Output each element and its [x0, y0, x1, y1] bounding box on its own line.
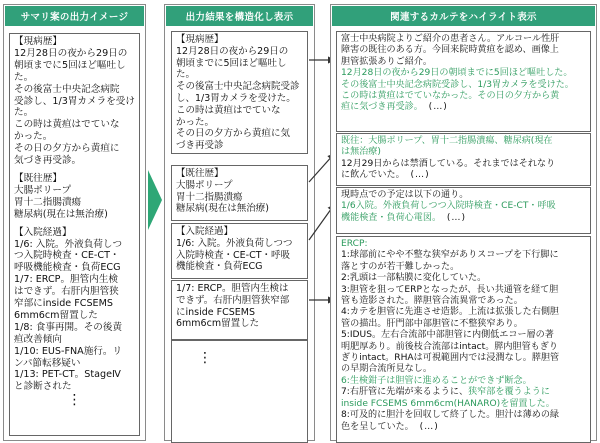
summary-course-line: 呼吸機能検査・負荷ECG — [14, 262, 121, 274]
chart-text-line: 落とすのが若干難しかった。 — [341, 261, 460, 272]
summary-course-line: と診断された — [14, 381, 72, 393]
structured-admission-line: 入院時検査・CE-CT・呼吸 — [176, 249, 291, 261]
summary-past-line: 大腸ポリープ — [14, 184, 72, 196]
chart-highlight-line: 12月28日の夜から29日の朝頃までに5回ほど嘔吐した。 — [341, 68, 573, 79]
summary-past-line: 胃十二指腸潰瘍 — [14, 196, 82, 208]
summary-past-line: 糖尿病(現在は無治療) — [14, 208, 108, 220]
summary-history-line: 受診し、1/3胃カメラを受けた。 — [14, 95, 135, 119]
chart-text-line: 7:右肝管に先端が来るように、 — [341, 387, 469, 398]
summary-column-header: サマリ案の出力イメージ — [5, 6, 144, 26]
summary-history-heading: 【現病歴】 — [14, 36, 62, 47]
summary-history-line: 朝頃までに5回ほど嘔吐した。 — [14, 59, 126, 83]
structured-history-heading: 【現病歴】 — [176, 34, 224, 45]
structured-ercp-line: できず。右肝内胆管狭窄部 — [176, 294, 290, 306]
chart-text-line: 8:可及的に胆汁を回収して終了した。胆汁は薄めの緑 — [341, 410, 560, 421]
structured-history-line: その後富士中央記念病院受診 — [176, 81, 300, 93]
chart-text-line: 胆管拡張ありご紹介。 — [341, 56, 432, 67]
chart-ercp-heading: ERCP: — [341, 239, 368, 249]
chart-text-line: ぎりintact。RHAは可視範囲内では浸潤なし。膵胆管 — [341, 353, 560, 364]
chart-text-line: 明肥厚あり。前後枝合流部はintact。膵内胆管もぎり — [341, 341, 558, 352]
structured-history-line: この時は黄疸はでていな — [176, 104, 281, 116]
structured-history-line: かった。 — [176, 116, 215, 128]
chart-text-line: 管の描出。肝門部中部胆管に不整狭窄あり。 — [341, 318, 523, 329]
summary-history-line: かった。 — [14, 131, 53, 143]
chart-text-line: 現時点での予定は以下の通り。 — [341, 190, 469, 200]
chart-highlight-column — [330, 4, 597, 441]
chart-text-line: 障害の既往のある方。今回来院時黄疸を認め、画像上 — [341, 45, 559, 56]
chart-text-line: の早期合流所見なし。 — [341, 364, 432, 375]
structured-past-heading: 【既往歴】 — [176, 168, 224, 179]
summary-course-line: つ入院時検査・CE-CT・ — [14, 250, 120, 262]
chart-highlight-line: 疸に気づき再受診。 — [341, 102, 423, 113]
chart-text-line: 1:球部前にやや不整な狭窄がありスコープを下行脚に — [341, 250, 559, 261]
structured-past-line: 胃十二指腸潰瘍 — [176, 191, 243, 203]
structured-admission-line: 機能検査・負荷ECG — [176, 261, 263, 273]
chart-intro-note — [336, 31, 591, 132]
chart-text-line: に飲んでいた。 — [341, 170, 405, 181]
structured-ercp-line: 6mm6cm留置した — [176, 318, 260, 330]
structured-admission-line: 1/6: 入院。外液負荷しつつ — [176, 237, 293, 249]
structured-column-header: 出力結果を構造化し表示 — [166, 6, 313, 26]
structured-history-line: その日の夕方から黄疸に気 — [176, 128, 291, 140]
structured-admission-heading: 【入院経過】 — [176, 226, 234, 237]
chart-highlight-line: 6:生検鉗子は胆管に進めることができず断念。 — [341, 375, 532, 386]
summary-course-line: 1/6: 入院。外液負荷しつ — [14, 238, 123, 250]
structured-past-line: 糖尿病(現在は無治療) — [176, 203, 269, 215]
summary-course-line: 1/13: PET-CT。StageⅣ — [14, 369, 121, 381]
summary-history-line: 12月28日の夜から29日の — [14, 47, 128, 59]
chart-ercp-note — [336, 236, 591, 443]
summary-history-line: この時は黄疸はでていな — [14, 119, 120, 131]
summary-course-line: はできず。右肝内胆管狭 — [14, 286, 119, 298]
chart-highlight-line: 機能検査・負荷心電図。 — [341, 212, 442, 223]
summary-continuation-dots: ⋮ — [67, 392, 82, 409]
structured-history-line: 12月28日の夜から29日の — [176, 45, 289, 57]
summary-course-line: 1/8: 食事再開。その後黄 — [14, 321, 123, 333]
chart-text-line: 管も造影された。膵胆管合流異常であった。 — [341, 296, 523, 307]
chart-column-header: 関連するカルテをハイライト表示 — [332, 6, 595, 26]
chart-ellipsis: (…) — [428, 102, 448, 113]
structured-ercp-line: 1/7: ERCP。胆管内生検は — [176, 283, 289, 294]
summary-course-line: ンパ節転移疑い — [14, 357, 81, 369]
chart-text-line: 4:カテを胆管に先進させ造影。上流は拡張した右側胆 — [341, 307, 560, 318]
chart-highlight-line: 狭窄部を覆うように — [468, 387, 550, 398]
chart-ellipsis: (…) — [446, 212, 467, 223]
chart-text-line: 3:胆管を狙ってERPとなったが、長い共通管を経て胆 — [341, 284, 559, 295]
summary-course-line: 6mm6cm留置した — [14, 309, 98, 321]
summary-course-line: 1/7: ERCP。胆管内生検 — [14, 274, 119, 286]
summary-history-line: その後富士中央記念病院 — [14, 83, 120, 95]
summary-course-line: 窄部にinside FCSEMS — [14, 298, 113, 310]
chart-highlight-line: その後富士中央記念病院受診し、1/3胃カメラを受けた。 — [341, 79, 574, 90]
summary-course-line: 疸改善傾向 — [14, 333, 62, 345]
chart-highlight-line: は無治療) — [341, 147, 381, 158]
summary-past-heading: 【既往歴】 — [14, 172, 62, 184]
summary-history-line: 気づき再受診。 — [14, 155, 82, 167]
chart-text-line: 富士中央病院よりご紹介の患者さん。アルコール性肝 — [341, 34, 560, 44]
chart-past-note — [336, 133, 591, 186]
structured-history-line: し、1/3胃カメラを受けた。 — [176, 92, 296, 104]
structured-continuation-dots: ⋮ — [198, 350, 212, 366]
structured-past-line: 大腸ポリープ — [176, 179, 233, 191]
structured-history-line: づき再受診 — [176, 140, 224, 152]
chart-ellipsis: (…) — [419, 421, 439, 432]
chart-text-line: 色を呈していた。 — [341, 421, 414, 432]
summary-course-line: 1/10: EUS-FNA施行。リ — [14, 345, 123, 357]
chart-text-line: 12月29日からは禁酒している。それまではそれなり — [341, 158, 556, 169]
structured-ercp-line: にinside FCSEMS — [176, 306, 256, 318]
chart-plan-note — [336, 187, 591, 234]
chart-highlight-line: 既往：大腸ポリープ、胃十二指腸潰瘍、糖尿病(現在 — [341, 136, 553, 146]
chart-highlight-line: 1/6入院。外液負荷しつつ入院時検査・CE-CT・呼吸 — [341, 201, 556, 212]
chart-ellipsis: (…) — [410, 170, 430, 181]
structured-history-line: 朝頃までに5回ほど嘔吐した。 — [176, 57, 287, 81]
chart-highlight-line: この時は黄疸はでていなかった。その日の夕方から黄 — [341, 91, 560, 102]
chart-text-line: 2:乳頭は一部粘膜に変化していた。 — [341, 273, 487, 284]
summary-course-heading: 【入院経過】 — [14, 226, 72, 238]
summary-history-line: その日の夕方から黄疸に — [14, 143, 120, 155]
chart-highlight-line: inside FCSEMS 6mm6cm(HANARO)を留置した。 — [341, 398, 555, 409]
chart-text-line: 5:IDUS。左右合流部中部胆管に内側低エコー層の著 — [341, 330, 554, 341]
